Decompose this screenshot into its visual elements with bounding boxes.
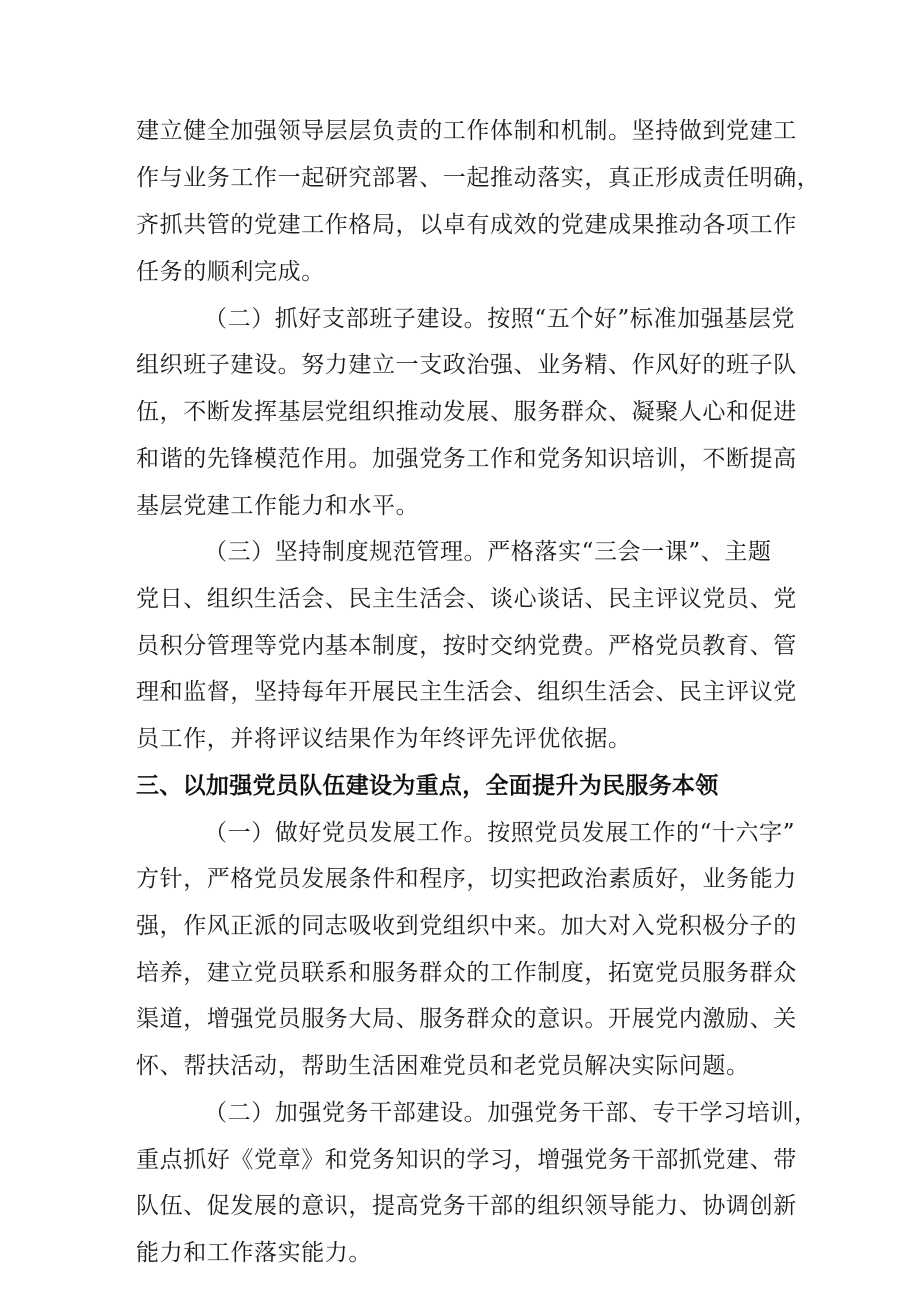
body-text-line: 理和监督，坚持每年开展民主生活会、组织生活会、民主评议党	[136, 679, 797, 705]
paragraph-first-line: （二）加强党务干部建设。加强党务干部、专干学习培训，	[204, 1100, 818, 1126]
body-text-line: 员积分管理等党内基本制度，按时交纳党费。严格党员教育、管	[136, 633, 797, 659]
body-text-line: 能力和工作落实能力。	[136, 1240, 372, 1266]
body-text-line: 渠道，增强党员服务大局、服务群众的意识。开展党内激励、关	[136, 1006, 797, 1032]
body-text-line: 基层党建工作能力和水平。	[136, 493, 420, 519]
body-text-line: 队伍、促发展的意识，提高党务干部的组织领导能力、协调创新	[136, 1193, 797, 1219]
body-text-line: 伍，不断发挥基层党组织推动发展、服务群众、凝聚人心和促进	[136, 399, 797, 425]
body-text-line: 作与业务工作一起研究部署、一起推动落实，真正形成责任明确，	[136, 165, 821, 191]
body-text-line: 党日、组织生活会、民主生活会、谈心谈话、民主评议党员、党	[136, 586, 797, 612]
body-text-line: 强，作风正派的同志吸收到党组织中来。加大对入党积极分子的	[136, 913, 797, 939]
paragraph-first-line: （三）坚持制度规范管理。严格落实“三会一课”、主题	[204, 539, 772, 565]
body-text-line: 重点抓好《党章》和党务知识的学习，增强党务干部抓党建、带	[136, 1147, 797, 1173]
paragraph-first-line: （二）抓好支部班子建设。按照“五个好”标准加强基层党	[204, 306, 796, 332]
section-heading: 三、以加强党员队伍建设为重点，全面提升为民服务本领	[136, 773, 719, 799]
body-text-line: 和谐的先锋模范作用。加强党务工作和党务知识培训，不断提高	[136, 446, 797, 472]
body-text-line: 培养，建立党员联系和服务群众的工作制度，拓宽党员服务群众	[136, 960, 797, 986]
paragraph-first-line: （一）做好党员发展工作。按照党员发展工作的“十六字”	[204, 820, 796, 846]
body-text-line: 怀、帮扶活动，帮助生活困难党员和老党员解决实际问题。	[136, 1053, 750, 1079]
body-text-line: 任务的顺利完成。	[136, 259, 325, 285]
body-text-line: 建立健全加强领导层层负责的工作体制和机制。坚持做到党建工	[136, 118, 797, 144]
body-text-line: 齐抓共管的党建工作格局，以卓有成效的党建成果推动各项工作	[136, 212, 797, 238]
body-text-line: 员工作，并将评议结果作为年终评先评优依据。	[136, 726, 632, 752]
body-text-line: 组织班子建设。努力建立一支政治强、业务精、作风好的班子队	[136, 352, 797, 378]
body-text-line: 方针，严格党员发展条件和程序，切实把政治素质好，业务能力	[136, 866, 797, 892]
